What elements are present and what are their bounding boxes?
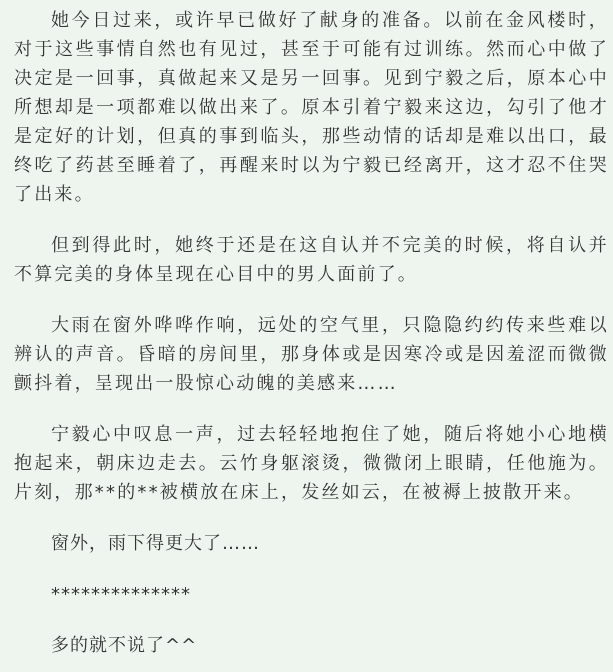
paragraph-5: 窗外，雨下得更大了……	[51, 533, 260, 554]
paragraph-2: 但到得此时，她终于还是在这自认并不完美的时候，将自认并不算完美的身体呈现在心目中的男人面前了。	[14, 235, 609, 285]
paragraph-3: 大雨在窗外哗哗作响，远处的空气里，只隐隐约约传来些难以辨认的声音。昏暗的房间里，那身体或是因寒冷或是因羞涩而微微颤抖着，呈现出一股惊心动魄的美感来……	[14, 315, 609, 394]
paragraph-1: 她今日过来，或许早已做好了献身的准备。以前在金风楼时，对于这些事情自然也有见过，甚至于可能有过训练。然而心中做了决定是一回事，真做起来又是另一回事。见到宁毅之后，原本心中所想却是一项都难以做出来了。原本引着宁毅来这边，勾引了他才是定好的计划，但真的事到临头，那些动情的话却是难以出口，最终吃了药甚至睡着了，再醒来时以为宁毅已经离开，这才忍不住哭了出来。	[14, 10, 609, 205]
paragraph-4: 宁毅心中叹息一声，过去轻轻地抱住了她，随后将她小心地横抱起来，朝床边走去。云竹身躯滚烫，微微闭上眼睛，任他施为。片刻，那**的**被横放在床上，发丝如云，在被褥上披散开来。	[14, 424, 609, 503]
section-separator: **************	[51, 584, 191, 605]
author-note: 多的就不说了^^	[51, 635, 198, 656]
